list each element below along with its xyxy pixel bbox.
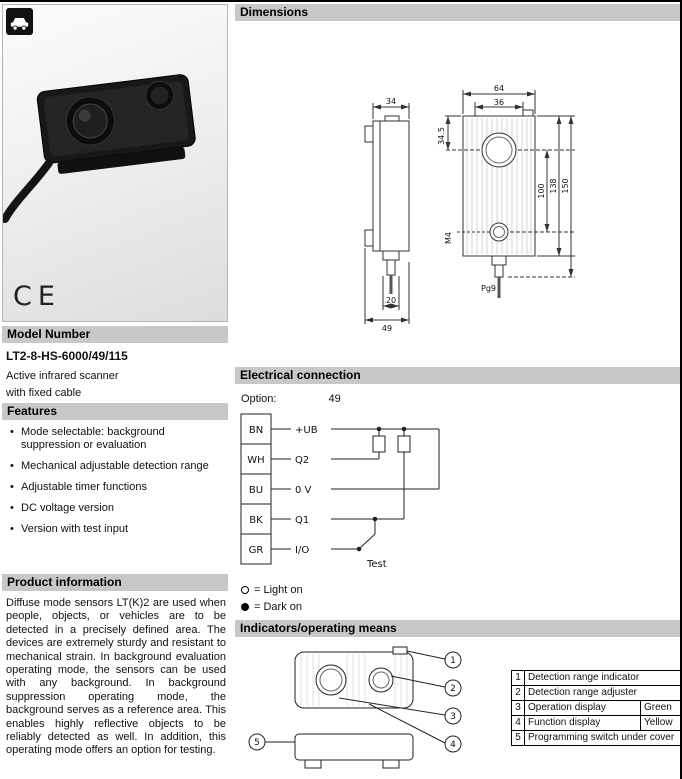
dimensions-header: Dimensions: [235, 4, 682, 21]
legend-light-on: [241, 584, 303, 596]
dim-thread: M4: [444, 232, 453, 244]
row-description: Operation display: [525, 701, 641, 716]
terminal-wire: BU: [248, 485, 264, 496]
feature-item: • Adjustable timer functions: [8, 481, 224, 494]
dim-side-depth: 20: [385, 296, 397, 305]
terminal-signal: 0 V: [295, 485, 312, 496]
dim-front-width: 64: [493, 84, 505, 93]
row-number: 1: [512, 671, 525, 686]
row-description: Detection range adjuster: [525, 686, 681, 701]
terminal-wire: GR: [248, 545, 264, 556]
callout-5: 5: [254, 738, 260, 748]
dim-hole-spacing: 100: [537, 183, 546, 199]
product-information-header: Product information: [2, 574, 228, 591]
ce-mark: CE: [13, 281, 61, 312]
legend-dark-on: [241, 601, 302, 613]
legend-light-on-text: = Light on: [254, 584, 303, 596]
terminal-wire: BK: [249, 515, 263, 526]
table-row: [512, 701, 681, 716]
test-label: Test: [367, 559, 387, 570]
legend-dark-on-text: = Dark on: [254, 601, 302, 613]
option-line: [241, 393, 341, 405]
feature-item: • Mechanical adjustable detection range: [8, 460, 224, 473]
features-header: Features: [2, 403, 228, 420]
filled-circle-icon: [241, 603, 249, 611]
row-description: Function display: [525, 716, 641, 731]
feature-item: • Mode selectable: background suppression or evaluation: [8, 426, 224, 452]
product-photo-area: [2, 4, 228, 322]
product-information-text: Diffuse mode sensors LT(K)2 are used when people, objects, or vehicles are to be detected in a precisely defined area. The devices are extremely sturdy and resistant to mechanical strain. In background evaluation operating mode, the sensors can be used with any background. In background suppression operating mode, the background serves as a reference area. This enables highly reflective objects to be reliably detected as well. In addition, this operating mode offers an option for testing.: [6, 597, 226, 757]
dim-total-height: 150: [561, 178, 570, 194]
row-number: 5: [512, 731, 525, 746]
dim-cable-gland: Pg9: [481, 284, 496, 293]
table-row: [512, 686, 681, 701]
model-number-header: Model Number: [2, 326, 228, 343]
option-label: Option:: [241, 393, 277, 405]
open-circle-icon: [241, 586, 249, 594]
vehicle-detection-icon: [6, 8, 33, 35]
model-description-line2: with fixed cable: [6, 387, 82, 399]
callout-2: 2: [450, 684, 456, 694]
model-number-value: LT2-8-HS-6000/49/115: [6, 349, 128, 363]
table-row: [512, 716, 681, 731]
callout-4: 4: [450, 740, 456, 750]
terminal-signal: +UB: [295, 425, 318, 436]
callout-1: 1: [450, 656, 456, 666]
terminal-signal: Q2: [295, 455, 310, 466]
feature-item: • Version with test input: [8, 523, 224, 536]
terminal-wire: WH: [247, 455, 265, 466]
option-value: 49: [328, 393, 341, 405]
feature-item: • DC voltage version: [8, 502, 224, 515]
dim-lens-offset: 34.5: [437, 127, 446, 145]
indicators-table: [511, 670, 681, 746]
row-number: 4: [512, 716, 525, 731]
product-photo: [3, 5, 227, 321]
row-description: Detection range indicator: [525, 671, 681, 686]
row-number: 3: [512, 701, 525, 716]
dim-side-total: 49: [381, 324, 393, 333]
terminal-signal: Q1: [295, 515, 310, 526]
electrical-connection-diagram: [239, 410, 669, 578]
table-row: [512, 731, 681, 746]
dim-front-inner: 36: [493, 98, 505, 107]
indicators-drawing: [243, 646, 483, 778]
electrical-connection-header: Electrical connection: [235, 367, 682, 384]
terminal-wire: BN: [248, 425, 264, 436]
row-value: Green: [641, 701, 681, 716]
cable: [5, 163, 49, 219]
row-description: Programming switch under cover: [525, 731, 681, 746]
row-number: 2: [512, 686, 525, 701]
dim-body-height: 138: [549, 178, 558, 194]
features-list: [8, 426, 224, 544]
model-description-line1: Active infrared scanner: [6, 370, 119, 382]
dimensions-drawing: [235, 26, 682, 362]
indicators-header: Indicators/operating means: [235, 620, 682, 637]
table-row: [512, 671, 681, 686]
dim-side-width: 34: [385, 97, 397, 106]
callout-3: 3: [450, 712, 456, 722]
terminal-signal: I/O: [295, 545, 310, 556]
row-value: Yellow: [641, 716, 681, 731]
